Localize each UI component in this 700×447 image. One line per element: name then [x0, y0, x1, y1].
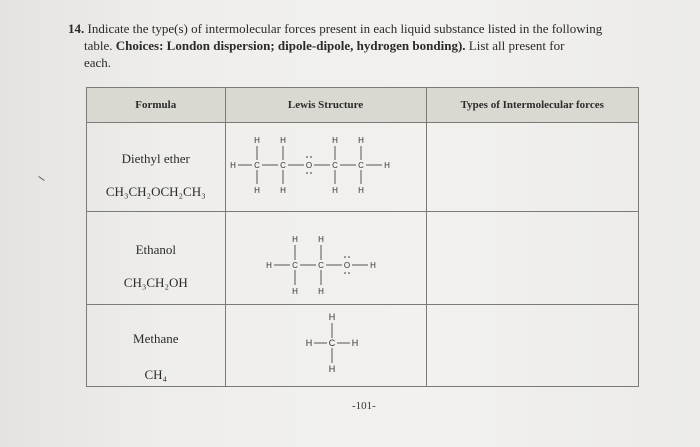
header-imf-types: Types of Intermolecular forces — [426, 88, 638, 123]
lewis-diagram — [226, 212, 426, 304]
atom-c: C — [279, 161, 286, 170]
question-text-3: List all present for — [468, 38, 565, 53]
question-text-1: Indicate the type(s) of intermolecular forces present in each liquid substance listed in the following — [87, 21, 603, 36]
question-text-2: table. — [84, 38, 113, 53]
atom-h: H — [369, 261, 376, 270]
imf-answer-cell[interactable] — [426, 212, 638, 305]
atom-c: C — [317, 261, 324, 270]
atom-h: H — [305, 338, 312, 348]
question-14 — [68, 20, 668, 71]
question-choices: Choices: London dispersion; dipole-dipole, hydrogen bonding). — [115, 38, 466, 53]
substance-formula: CH₃CH₂OCH₂CH₃ — [105, 184, 206, 199]
substance-name: Ethanol — [135, 242, 176, 257]
atom-c: C — [357, 161, 364, 170]
atom-h: H — [265, 261, 272, 270]
atom-h: H — [253, 136, 260, 145]
atom-h: H — [279, 186, 286, 195]
lewis-diagram — [226, 123, 426, 211]
atom-h: H — [253, 186, 260, 195]
atom-h: H — [351, 338, 358, 348]
atom-h: H — [317, 287, 324, 296]
atom-o: O — [343, 261, 350, 270]
atom-c: C — [253, 161, 260, 170]
header-formula: Formula — [87, 88, 226, 123]
atom-h: H — [279, 136, 286, 145]
atom-h: H — [229, 161, 236, 170]
page-number: -101- — [352, 400, 376, 412]
atom-h: H — [331, 186, 338, 195]
substance-name: Diethyl ether — [121, 151, 190, 166]
atom-c: C — [331, 161, 338, 170]
atom-c: C — [328, 338, 335, 348]
atom-h: H — [383, 161, 390, 170]
atom-o: O — [305, 161, 312, 170]
substance-formula: CH₃CH₂OH — [123, 275, 188, 290]
table-row-diethyl-ether — [87, 123, 639, 212]
atom-h: H — [328, 312, 335, 322]
header-lewis-structure: Lewis Structure — [225, 88, 426, 123]
atom-h: H — [291, 235, 298, 244]
table-row-ethanol — [87, 212, 639, 305]
substance-name: Methane — [133, 331, 179, 346]
imf-answer-cell[interactable] — [426, 305, 638, 387]
lewis-diagram — [226, 305, 426, 386]
atom-h: H — [317, 235, 324, 244]
question-number: 14. — [68, 21, 85, 36]
substance-formula: CH₄ — [144, 367, 168, 382]
table-row-methane — [87, 305, 639, 387]
lewis-structure-diethyl-ether — [225, 123, 426, 212]
pen-mark — [38, 176, 44, 181]
formula-cell — [87, 123, 226, 212]
lewis-structure-ethanol — [225, 212, 426, 305]
atom-h: H — [357, 136, 364, 145]
imf-answer-cell[interactable] — [426, 123, 638, 212]
imf-table — [86, 87, 639, 387]
atom-h: H — [357, 186, 364, 195]
question-text-4: each. — [84, 55, 112, 70]
atom-h: H — [331, 136, 338, 145]
formula-cell — [87, 212, 226, 305]
header-row — [87, 88, 639, 123]
atom-h: H — [328, 364, 335, 374]
lewis-structure-methane — [225, 305, 426, 387]
formula-cell — [87, 305, 226, 387]
atom-c: C — [291, 261, 298, 270]
atom-h: H — [291, 287, 298, 296]
